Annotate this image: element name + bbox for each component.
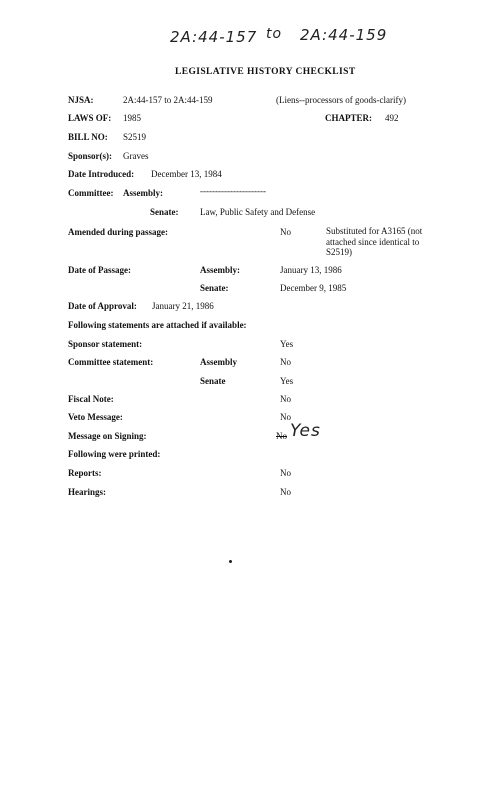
njsa-value: 2A:44-157 to 2A:44-159 bbox=[123, 95, 213, 105]
committee-statement-label: Committee statement: bbox=[68, 357, 154, 367]
committee-statement-senate-label: Senate bbox=[200, 376, 226, 386]
committee-assembly-value: ---------------------- bbox=[200, 186, 266, 196]
sponsor-statement-value: Yes bbox=[280, 339, 294, 349]
committee-statement-assembly-label: Assembly bbox=[200, 357, 238, 367]
amended-value: No bbox=[280, 227, 291, 237]
message-on-signing-handwritten-value: Yes bbox=[290, 421, 321, 441]
committee-assembly-label: Assembly: bbox=[123, 188, 163, 198]
passage-senate-label: Senate: bbox=[200, 283, 229, 293]
passage-assembly-value: January 13, 1986 bbox=[280, 265, 342, 275]
committee-label: Committee: bbox=[68, 188, 114, 198]
date-introduced-label: Date Introduced: bbox=[68, 169, 135, 179]
message-on-signing-struck-value: No bbox=[276, 431, 287, 441]
bill-no-label: BILL NO: bbox=[68, 132, 108, 142]
date-of-approval-label: Date of Approval: bbox=[68, 301, 137, 311]
scan-speck bbox=[229, 560, 232, 563]
amended-note: Substituted for A3165 (not attached since identical to S2519) bbox=[326, 226, 423, 257]
date-of-passage-label: Date of Passage: bbox=[68, 265, 131, 275]
committee-senate-label: Senate: bbox=[150, 207, 179, 217]
amended-label: Amended during passage: bbox=[68, 227, 169, 237]
reports-value: No bbox=[280, 468, 291, 478]
chapter-value: 492 bbox=[385, 113, 399, 123]
printed-header: Following were printed: bbox=[68, 449, 161, 459]
njsa-label: NJSA: bbox=[68, 95, 94, 105]
sponsors-value: Graves bbox=[123, 151, 149, 161]
page-title: LEGISLATIVE HISTORY CHECKLIST bbox=[175, 67, 356, 77]
fiscal-note-value: No bbox=[280, 394, 291, 404]
committee-statement-assembly-value: No bbox=[280, 357, 291, 367]
veto-message-label: Veto Message: bbox=[68, 412, 123, 422]
veto-message-value: No bbox=[280, 412, 291, 422]
date-of-approval-value: January 21, 1986 bbox=[152, 301, 214, 311]
chapter-label: CHAPTER: bbox=[325, 113, 372, 123]
hearings-label: Hearings: bbox=[68, 487, 106, 497]
committee-senate-value: Law, Public Safety and Defense bbox=[200, 207, 316, 217]
committee-statement-senate-value: Yes bbox=[280, 376, 294, 386]
date-introduced-value: December 13, 1984 bbox=[151, 169, 222, 179]
sponsors-label: Sponsor(s): bbox=[68, 151, 113, 161]
bill-no-value: S2519 bbox=[123, 132, 147, 142]
handwritten-citation-start: 2A:44-157 bbox=[170, 28, 258, 46]
reports-label: Reports: bbox=[68, 468, 102, 478]
njsa-note: (Liens--processors of goods-clarify) bbox=[276, 95, 406, 105]
passage-senate-value: December 9, 1985 bbox=[280, 283, 347, 293]
hearings-value: No bbox=[280, 487, 291, 497]
laws-of-label: LAWS OF: bbox=[68, 113, 112, 123]
sponsor-statement-label: Sponsor statement: bbox=[68, 339, 143, 349]
handwritten-citation-end: 2A:44-159 bbox=[300, 26, 388, 44]
handwritten-to: to bbox=[266, 26, 283, 42]
statements-header: Following statements are attached if available: bbox=[68, 320, 247, 330]
passage-assembly-label: Assembly: bbox=[200, 265, 240, 275]
fiscal-note-label: Fiscal Note: bbox=[68, 394, 114, 404]
laws-of-value: 1985 bbox=[123, 113, 141, 123]
message-on-signing-label: Message on Signing: bbox=[68, 431, 147, 441]
